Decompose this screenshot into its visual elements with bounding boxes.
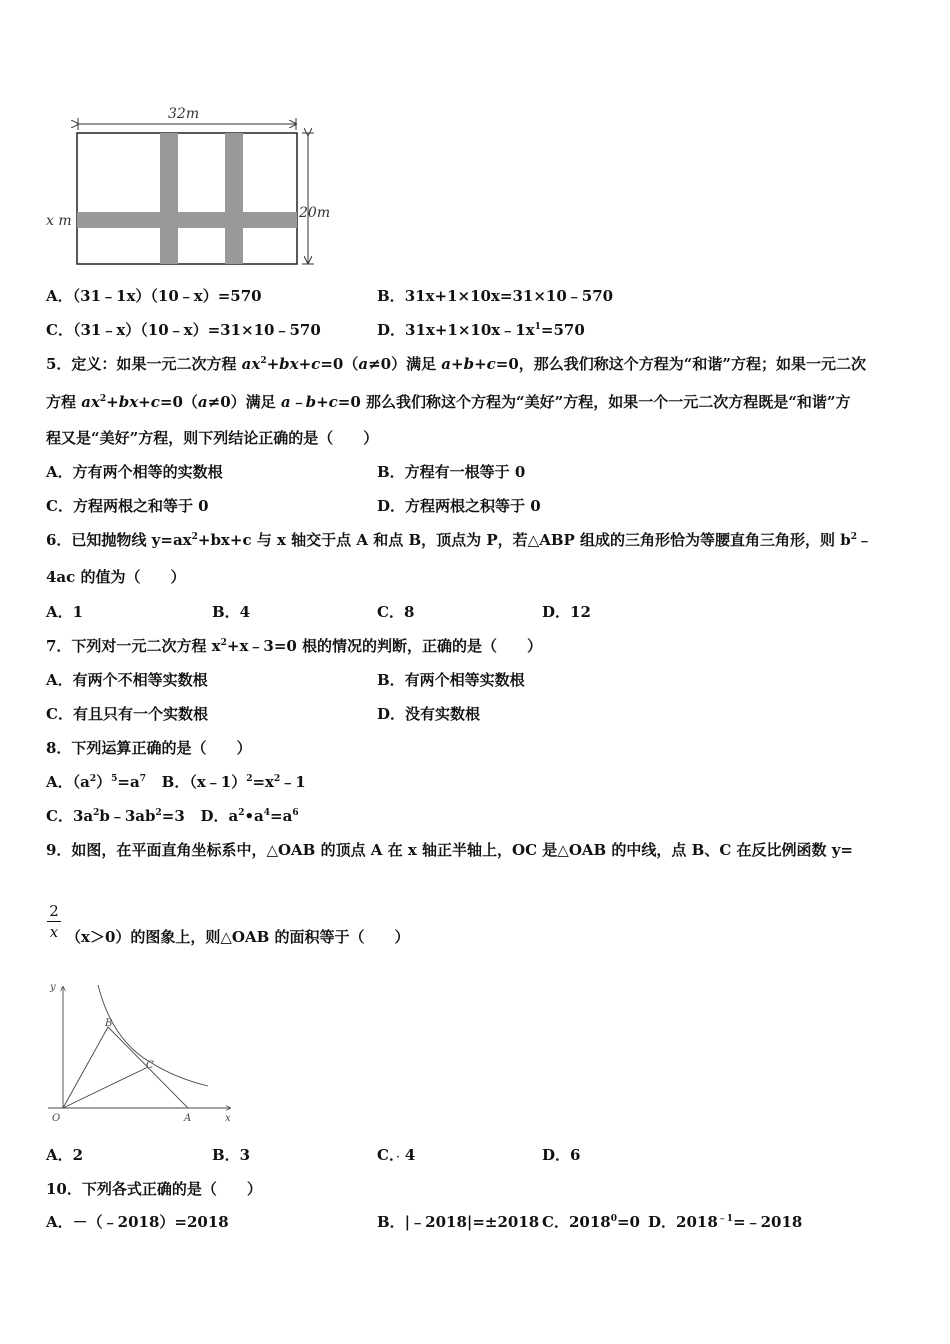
q7-option-a: A．有两个不相等实数根: [46, 671, 208, 689]
q9-option-c: C．· 4: [377, 1146, 416, 1164]
q5-option-d: D．方程两根之积等于 0: [377, 497, 541, 515]
point-b-label: B: [105, 1018, 113, 1029]
q10-stem: 10．下列各式正确的是（ ）: [46, 1180, 262, 1198]
point-o-label: O: [52, 1113, 61, 1124]
q8-options-cd: [46, 806, 299, 826]
point-c-label: C: [146, 1060, 154, 1071]
q6-option-b: B．4: [212, 603, 251, 621]
width-label: 32m: [168, 106, 200, 122]
q4-option-c: C．（31﹣x）（10﹣x）=31×10﹣570: [46, 321, 321, 339]
q7-option-d: D．没有实数根: [377, 705, 481, 723]
height-label: 20m: [299, 205, 331, 221]
q5-stem-line-2: 方程 $ax^2+bx+c=0(a\ne 0)$满足 a﹣b+c=0 那么我们称这个方程为“美好”方程，如果一个一元二次方程既是“和谐”方: [46, 393, 851, 411]
y-label: y: [50, 982, 56, 993]
coordinate-figure: [40, 980, 240, 1130]
q9-option-b: B．3: [212, 1146, 251, 1164]
vertical-road-1: [160, 133, 178, 264]
triangle-oab: [63, 1027, 188, 1108]
q8-stem: 8．下列运算正确的是（ ）: [46, 739, 252, 757]
q5-option-c: C．方程两根之和等于 0: [46, 497, 209, 515]
field-figure: [40, 100, 340, 275]
q5-stem-line-1: 5．定义：如果一元二次方程 $ax^2+bx+c=0(a\ne 0)$满足 a+b+c=0，那么我们称这个方程为“和谐”方程；如果一元二次: [46, 355, 867, 373]
q7-stem: 7．下列对一元二次方程 $x^2+x﹣3=0$ 根的情况的判断，正确的是（ ）: [46, 637, 543, 655]
q10-option-a: A．－（﹣2018）=2018: [46, 1213, 229, 1231]
q6-option-a: A．1: [46, 603, 84, 621]
road-label: x m: [46, 213, 72, 229]
q4-option-b: B．31x+1×10x=31×10﹣570: [377, 287, 614, 305]
q7-option-c: C．有且只有一个实数根: [46, 705, 208, 723]
q6-option-d: D．12: [542, 603, 591, 621]
q9-option-a: A．2: [46, 1146, 84, 1164]
q9-stem-line-2: （x＞0）的图象上，则△OAB 的面积等于（ ）: [66, 928, 410, 946]
x-label: x: [225, 1113, 231, 1124]
q10-option-b: B．|﹣2018|=±2018: [377, 1213, 540, 1231]
q6-stem-line-2: 4ac 的值为（ ）: [46, 568, 186, 586]
q4-option-a: A．（31﹣1x）（10﹣x）=570: [46, 287, 262, 305]
q8-option-b: B．$(x﹣1)^2=x^2﹣1$: [161, 773, 306, 791]
q5-stem-line-3: 程又是“美好”方程，则下列结论正确的是（ ）: [46, 429, 379, 447]
horizontal-road: [77, 212, 297, 228]
q10-option-d: D．$2018^{﹣1}=﹣2018$: [648, 1213, 803, 1231]
q9-fraction: 2 x: [47, 902, 61, 941]
q5-option-b: B．方程有一根等于 0: [377, 463, 526, 481]
q8-option-a: A．$(a^2)^5=a^7$: [46, 773, 146, 791]
q7-option-b: B．有两个相等实数根: [377, 671, 525, 689]
q6-stem-line-1: 6．已知抛物线 $y=ax^2+bx+c$ 与 x 轴交于点 A 和点 B，顶点为 P，若△ABP 组成的三角形恰为等腰直角三角形，则 $b^2﹣$: [46, 531, 873, 549]
q9-option-d: D．6: [542, 1146, 581, 1164]
q8-option-d: D．$a^2•a^4=a^6$: [200, 807, 299, 825]
point-a-label: A: [184, 1113, 192, 1124]
q8-option-c: C．$3a^2b﹣3ab^2=3$: [46, 807, 185, 825]
vertical-road-2: [225, 133, 243, 264]
q4-option-d: D．$31x+1\times 10x﹣1x^1=570$: [377, 321, 585, 339]
q5-option-a: A．方有两个相等的实数根: [46, 463, 223, 481]
field-rect: [77, 133, 297, 264]
median-oc: [63, 1067, 148, 1108]
q9-stem-line-1: 9．如图，在平面直角坐标系中，△OAB 的顶点 A 在 x 轴正半轴上，OC 是△OAB 的中线，点 B、C 在反比例函数 y=: [46, 841, 853, 859]
q6-option-c: C．8: [377, 603, 415, 621]
q10-option-c: C．$2018^0=0$: [542, 1213, 640, 1231]
q8-options-ab: [46, 772, 306, 792]
